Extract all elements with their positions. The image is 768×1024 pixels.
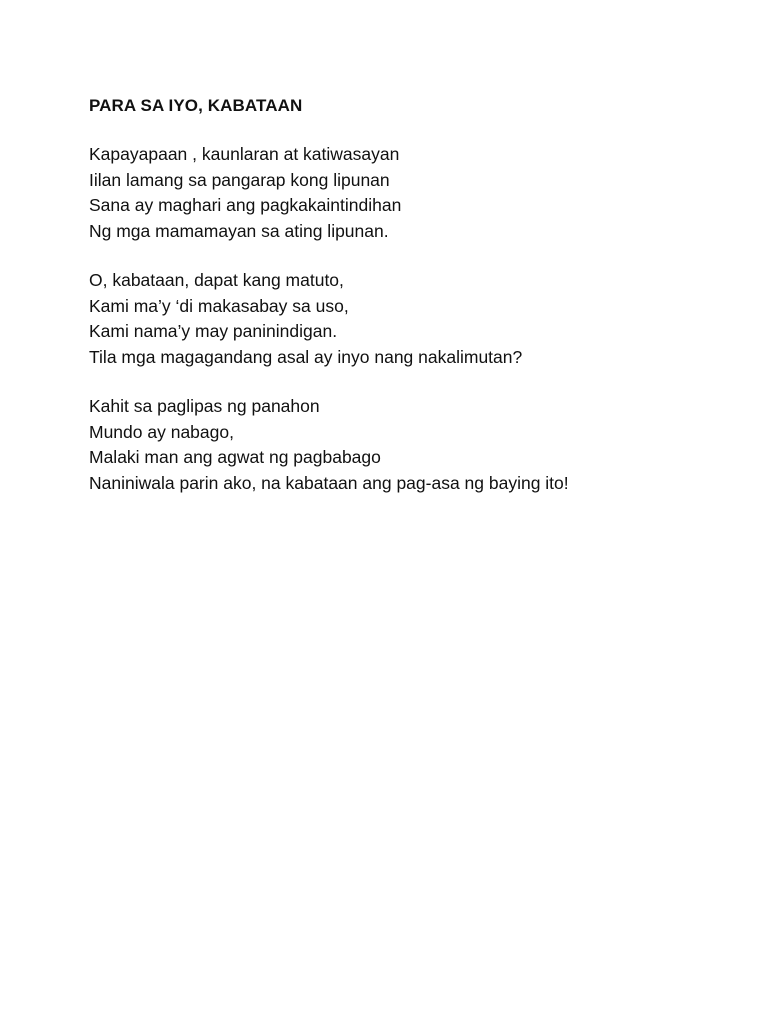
- stanza-1: [89, 142, 768, 244]
- poem-line: Mundo ay nabago,: [89, 421, 234, 442]
- poem-line: Sana ay maghari ang pagkakaintindihan: [89, 195, 402, 215]
- poem-line: O, kabataan, dapat kang matuto,: [89, 270, 344, 290]
- poem-line: Naniniwala parin ako, na kabataan ang pag-asa ng baying ito!: [89, 472, 569, 493]
- poem-line: Malaki man ang agwat ng pagbabago: [89, 447, 381, 467]
- stanza-3: [89, 394, 768, 496]
- poem-line: Ng mga mamamayan sa ating lipunan.: [89, 220, 389, 241]
- poem-line: Iilan lamang sa pangarap kong lipunan: [89, 169, 390, 190]
- poem-line: Tila mga magagandang asal ay inyo nang nakalimutan?: [89, 346, 523, 367]
- poem-line: Kami nama’y may paninindigan.: [89, 321, 338, 341]
- poem-line: Kami ma’y ‘di makasabay sa uso,: [89, 295, 349, 316]
- poem-line: Kahit sa paglipas ng panahon: [89, 396, 320, 416]
- poem-line: Kapayapaan , kaunlaran at katiwasayan: [89, 144, 400, 164]
- poem-title: PARA SA IYO, KABATAAN: [89, 96, 303, 115]
- stanza-2: [89, 268, 768, 370]
